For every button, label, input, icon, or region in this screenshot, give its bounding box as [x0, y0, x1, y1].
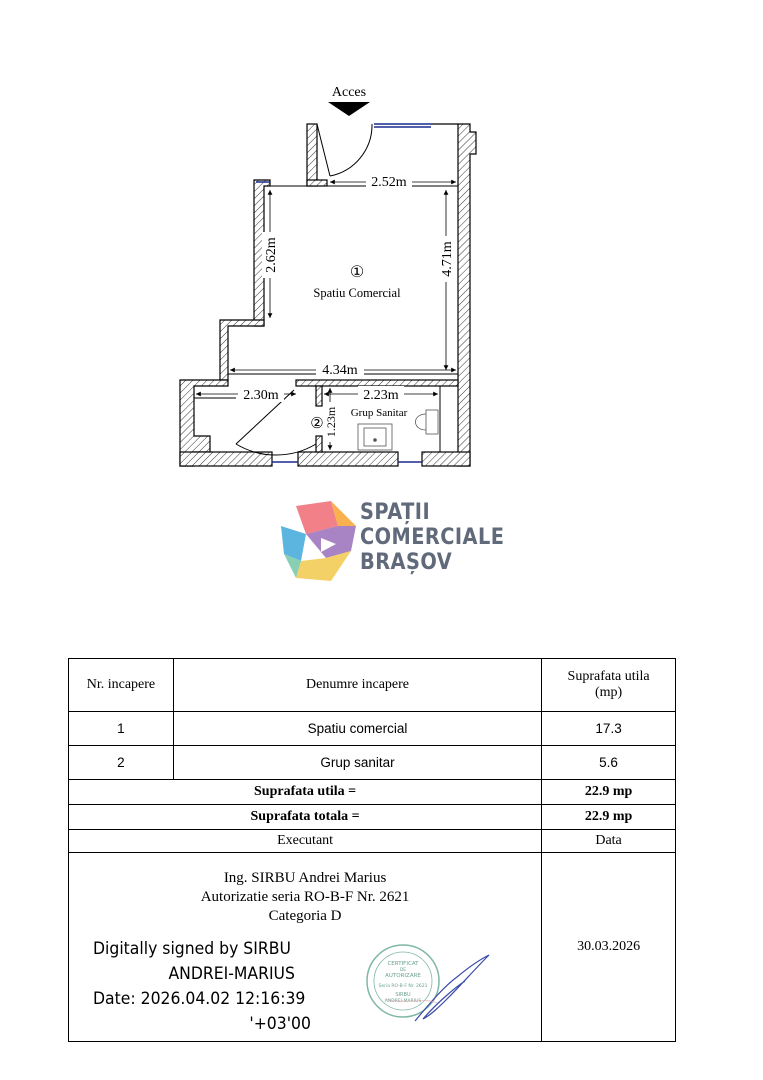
room-2-name: Grup Sanitar — [350, 407, 408, 419]
header-area: Suprafata utila (mp) — [542, 659, 676, 712]
dim-full-width: 4.34m — [322, 363, 358, 378]
table-row — [69, 746, 676, 780]
svg-text:ANDREI-MARIUS: ANDREI-MARIUS — [384, 999, 422, 1004]
row-1-nr: 1 — [69, 712, 174, 746]
svg-text:Seria RO-B-F Nr. 2621: Seria RO-B-F Nr. 2621 — [378, 984, 428, 989]
table-row — [69, 712, 676, 746]
row-2-nr: 2 — [69, 746, 174, 780]
engineer-name: Ing. SIRBU Andrei Marius — [223, 870, 387, 886]
authorization-stamp-icon — [365, 939, 515, 1029]
row-1-area: 17.3 — [542, 712, 676, 746]
date-label: Data — [542, 830, 676, 853]
dim-right-height: 4.71m — [440, 241, 455, 277]
signature-cell — [69, 853, 542, 1042]
row-2-area: 5.6 — [542, 746, 676, 780]
dim-bath-left: 2.30m — [243, 388, 279, 403]
dim-bath-height: 1.23m — [324, 406, 338, 438]
total-area-row — [69, 805, 676, 830]
room-1-marker: ① — [349, 264, 365, 281]
svg-text:AUTORIZARE: AUTORIZARE — [385, 973, 421, 979]
entry-door[interactable] — [317, 124, 372, 176]
svg-text:SIRBU: SIRBU — [395, 992, 411, 998]
header-room-name: Denumre incapere — [173, 659, 541, 712]
dim-left-height: 2.62m — [264, 237, 279, 273]
header-room-number: Nr. incapere — [69, 659, 174, 712]
useful-area-row — [69, 780, 676, 805]
svg-text:CERTIFICAT: CERTIFICAT — [387, 961, 419, 967]
total-area-value: 22.9 mp — [542, 805, 676, 830]
engineer-authorization: Autorizatie seria RO-B-F Nr. 2621 — [200, 889, 410, 905]
svg-text:DE: DE — [399, 968, 407, 973]
dim-top-width: 2.52m — [371, 175, 407, 190]
room-1-name: Spatiu Comercial — [313, 286, 401, 300]
rooms-table — [68, 658, 676, 1042]
total-area-label: Suprafata totala = — [69, 805, 542, 830]
engineer-info — [73, 869, 537, 926]
signature-date: 30.03.2026 — [542, 853, 676, 1042]
executant-header-row — [69, 830, 676, 853]
useful-area-label: Suprafata utila = — [69, 780, 542, 805]
dim-bath-right: 2.23m — [363, 388, 399, 403]
engineer-category: Categoria D — [268, 908, 342, 924]
table-header — [69, 659, 676, 712]
useful-area-value: 22.9 mp — [542, 780, 676, 805]
row-1-name: Spatiu comercial — [173, 712, 541, 746]
access-arrow — [328, 85, 370, 116]
room-2-marker: ② — [310, 416, 324, 432]
executant-label: Executant — [69, 830, 542, 853]
svg-text:Acces: Acces — [331, 85, 367, 100]
signature-row — [69, 853, 676, 1042]
company-logo-icon — [276, 496, 366, 586]
row-2-name: Grup sanitar — [173, 746, 541, 780]
toilet-icon — [416, 410, 439, 434]
company-logo-text: SPAȚII COMERCIALE BRAȘOV — [360, 500, 505, 575]
digital-signature: Digitally signed by SIRBU ANDREI-MARIUS Date: 2026.04.02 12:16:39 '+03'00 — [93, 939, 311, 1034]
sink-icon — [358, 424, 392, 450]
